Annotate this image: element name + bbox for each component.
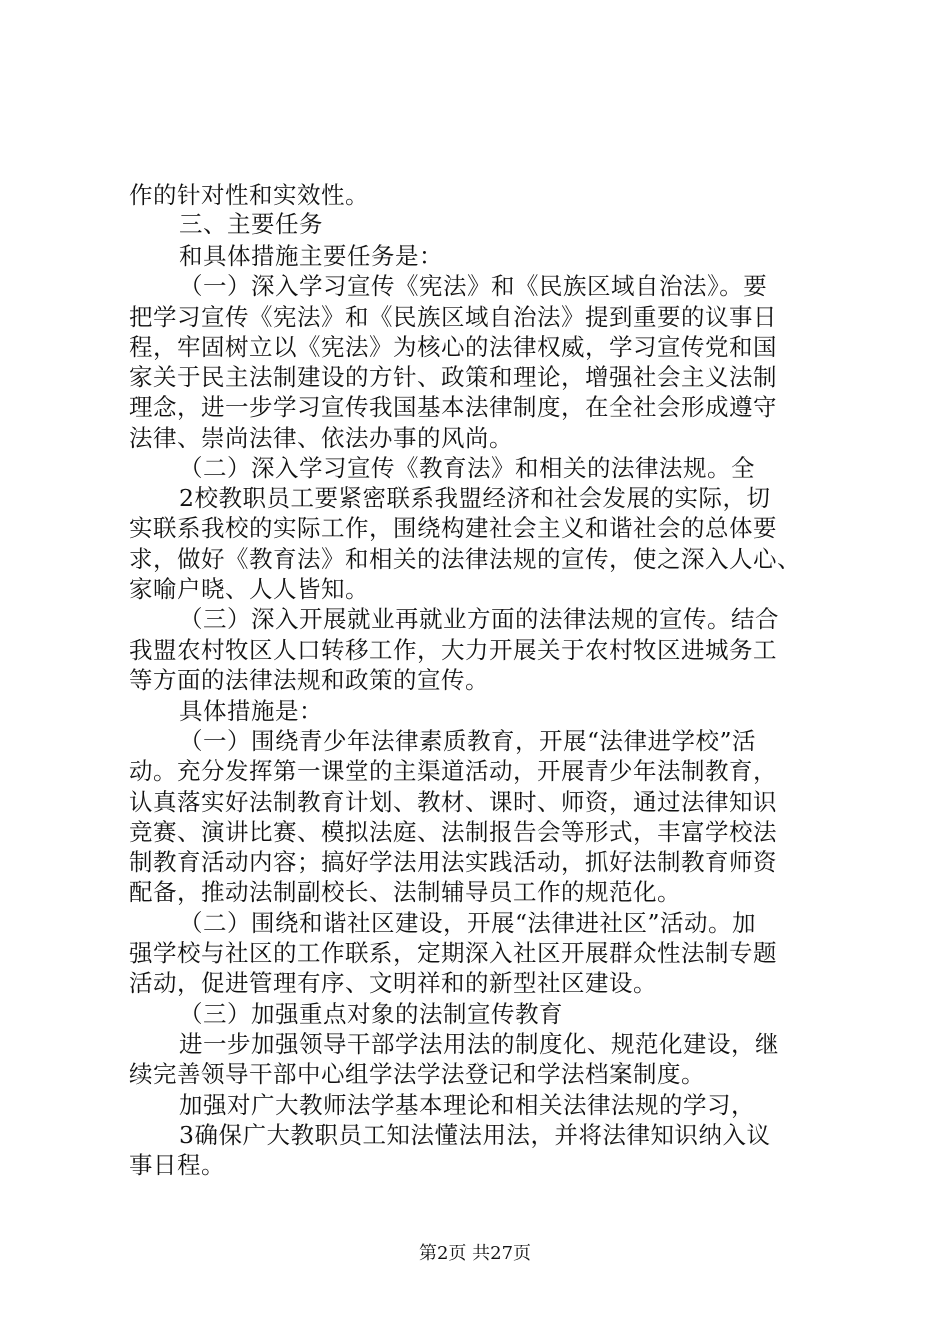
- text-line: 进一步加强领导干部学法用法的制度化、规范化建设，继: [179, 1030, 779, 1058]
- text-line: 配备，推动法制副校长、法制辅导员工作的规范化。: [129, 878, 681, 906]
- text-line: 法律、崇尚法律、依法办事的风尚。: [129, 424, 513, 452]
- text-line: 竞赛、演讲比赛、模拟法庭、法制报告会等形式，丰富学校法: [129, 818, 777, 846]
- text-line: 把学习宣传《宪法》和《民族区域自治法》提到重要的议事日: [129, 303, 777, 331]
- text-line: 具体措施是：: [179, 697, 323, 725]
- text-line: 续完善领导干部中心组学法学法登记和学法档案制度。: [129, 1060, 705, 1088]
- text-line: 2校教职员工要紧密联系我盟经济和社会发展的实际，切: [179, 484, 771, 512]
- text-line: 加强对广大教师法学基本理论和相关法律法规的学习，: [179, 1091, 755, 1119]
- text-line: （二）围绕和谐社区建设，开展“法律进社区”活动。加: [179, 909, 757, 937]
- text-line: （三）深入开展就业再就业方面的法律法规的宣传。结合: [179, 605, 779, 633]
- text-line: 程，牢固树立以《宪法》为核心的法律权威，学习宣传党和国: [129, 333, 777, 361]
- text-line: 实联系我校的实际工作，围绕构建社会主义和谐社会的总体要: [129, 514, 777, 542]
- text-line: 理念，进一步学习宣传我国基本法律制度，在全社会形成遵守: [129, 393, 777, 421]
- section-heading: 三、主要任务: [179, 210, 323, 238]
- text-line: （一）深入学习宣传《宪法》和《民族区域自治法》。要: [179, 272, 768, 300]
- text-line: 和具体措施主要任务是：: [179, 242, 443, 270]
- text-line: 3确保广大教职员工知法懂法用法，并将法律知识纳入议: [179, 1121, 771, 1149]
- text-line: （二）深入学习宣传《教育法》和相关的法律法规。全: [179, 454, 755, 482]
- text-line: 活动，促进管理有序、文明祥和的新型社区建设。: [129, 969, 657, 997]
- text-line: （一）围绕青少年法律素质教育，开展“法律进学校”活: [179, 727, 757, 755]
- text-line: 事日程。: [129, 1151, 225, 1179]
- text-line: 家关于民主法制建设的方针、政策和理论，增强社会主义法制: [129, 363, 777, 391]
- page-number-footer: 第2页 共27页: [418, 1243, 532, 1264]
- text-line: 求，做好《教育法》和相关的法律法规的宣传，使之深入人心、: [129, 545, 801, 573]
- text-line: 强学校与社区的工作联系，定期深入社区开展群众性法制专题: [129, 939, 777, 967]
- text-line: 等方面的法律法规和政策的宣传。: [129, 666, 489, 694]
- text-line: （三）加强重点对象的法制宣传教育: [179, 1000, 563, 1028]
- text-line: 动。充分发挥第一课堂的主渠道活动，开展青少年法制教育，: [129, 757, 777, 785]
- text-line: 认真落实好法制教育计划、教材、课时、师资，通过法律知识: [129, 788, 777, 816]
- text-line: 制教育活动内容；搞好学法用法实践活动，抓好法制教育师资: [129, 848, 777, 876]
- text-line: 家喻户晓、人人皆知。: [129, 575, 369, 603]
- text-line: 我盟农村牧区人口转移工作，大力开展关于农村牧区进城务工: [129, 636, 777, 664]
- text-line: 作的针对性和实效性。: [129, 181, 369, 209]
